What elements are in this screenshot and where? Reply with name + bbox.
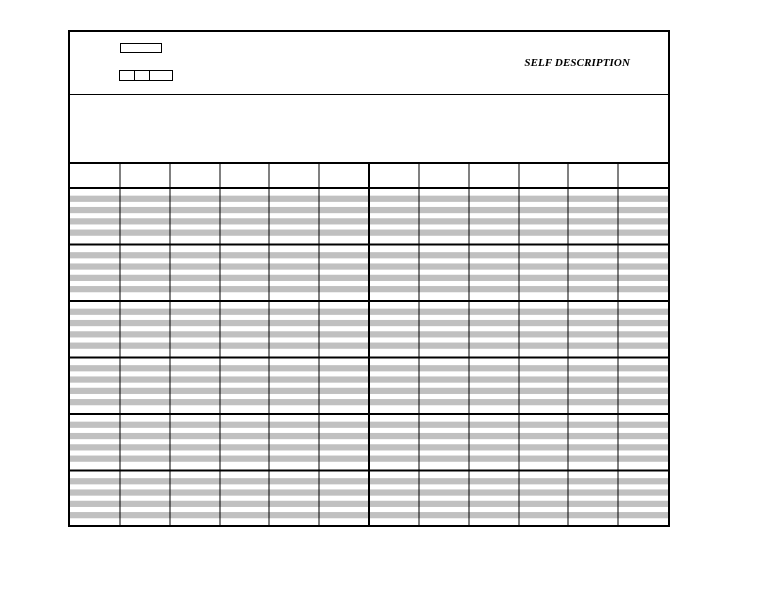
code-entry-boxes xyxy=(119,70,172,81)
self-description-form xyxy=(68,30,670,527)
code-box-3[interactable] xyxy=(149,70,173,81)
grid-lines xyxy=(70,164,668,527)
top-entry-box[interactable] xyxy=(120,43,162,53)
notes-area[interactable] xyxy=(70,95,668,164)
form-title: SELF DESCRIPTION xyxy=(524,57,630,69)
form-header xyxy=(70,32,668,95)
code-box-1[interactable] xyxy=(119,70,135,81)
code-box-2[interactable] xyxy=(134,70,150,81)
entry-grid xyxy=(70,164,668,527)
